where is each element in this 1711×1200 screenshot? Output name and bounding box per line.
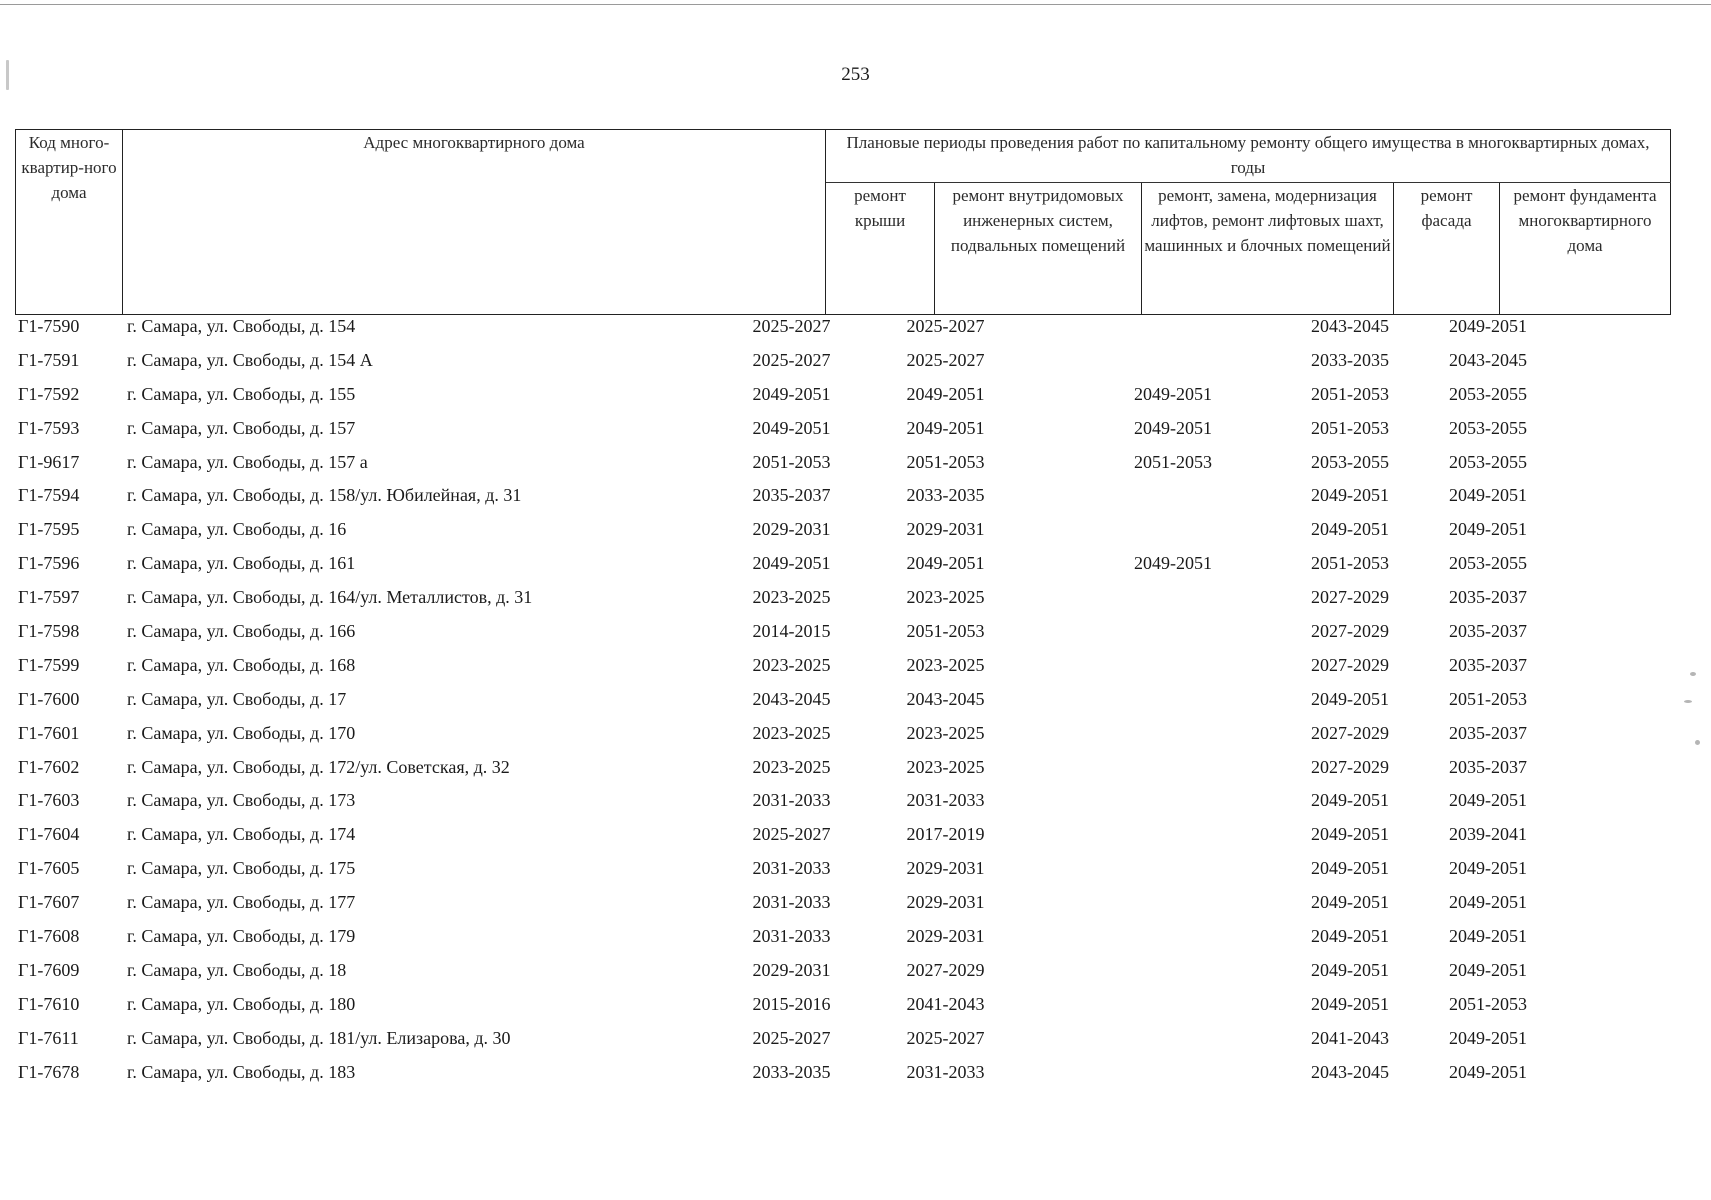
cell-engineering: 2051-2053 (906, 621, 985, 642)
table-row (15, 720, 1670, 754)
cell-code: Г1-7600 (18, 688, 80, 709)
table-row (15, 1025, 1670, 1059)
cell-engineering: 2025-2027 (906, 1027, 985, 1048)
scan-speck (1695, 740, 1700, 745)
cell-elevators: 2049-2051 (1134, 383, 1212, 404)
cell-roof: 2014-2015 (752, 621, 831, 642)
cell-roof: 2025-2027 (752, 316, 831, 336)
cell-roof: 2023-2025 (752, 587, 831, 608)
cell-facade: 2027-2029 (1311, 587, 1389, 608)
cell-address: г. Самара, ул. Свободы, д. 155 (127, 383, 356, 404)
cell-foundation: 2049-2051 (1449, 959, 1527, 980)
cell-code: Г1-7605 (18, 858, 80, 879)
cell-engineering: 2025-2027 (906, 316, 985, 336)
cell-code: Г1-7611 (18, 1027, 79, 1048)
cell-foundation: 2049-2051 (1449, 858, 1527, 879)
cell-foundation: 2051-2053 (1449, 993, 1527, 1014)
top-rule (0, 4, 1711, 5)
cell-address: г. Самара, ул. Свободы, д. 16 (127, 519, 347, 540)
cell-address: г. Самара, ул. Свободы, д. 166 (127, 621, 356, 642)
cell-roof: 2023-2025 (752, 722, 831, 743)
cell-roof: 2049-2051 (752, 417, 831, 438)
table-row (15, 991, 1670, 1025)
cell-facade: 2049-2051 (1311, 959, 1389, 980)
cell-facade: 2043-2045 (1311, 1061, 1389, 1082)
header-group-periods: Плановые периоды проведения работ по капитальному ремонту общего имущества в многоквартирных домах, годы (826, 130, 1671, 183)
cell-foundation: 2049-2051 (1449, 519, 1527, 540)
cell-roof: 2031-2033 (752, 790, 831, 811)
cell-address: г. Самара, ул. Свободы, д. 157 а (127, 451, 368, 472)
cell-foundation: 2049-2051 (1449, 790, 1527, 811)
cell-facade: 2049-2051 (1311, 993, 1389, 1014)
table-row (15, 821, 1670, 855)
cell-address: г. Самара, ул. Свободы, д. 157 (127, 417, 356, 438)
cell-address: г. Самара, ул. Свободы, д. 174 (127, 824, 356, 845)
cell-roof: 2025-2027 (752, 1027, 831, 1048)
cell-address: г. Самара, ул. Свободы, д. 18 (127, 959, 347, 980)
cell-code: Г1-7604 (18, 824, 80, 845)
cell-roof: 2031-2033 (752, 858, 831, 879)
cell-roof: 2023-2025 (752, 756, 831, 777)
cell-engineering: 2017-2019 (906, 824, 985, 845)
cell-facade: 2041-2043 (1311, 1027, 1389, 1048)
cell-foundation: 2049-2051 (1449, 316, 1527, 336)
cell-engineering: 2049-2051 (906, 383, 985, 404)
cell-roof: 2049-2051 (752, 383, 831, 404)
cell-address: г. Самара, ул. Свободы, д. 168 (127, 654, 356, 675)
table-row (15, 313, 1670, 347)
table-row (15, 381, 1670, 415)
cell-facade: 2027-2029 (1311, 654, 1389, 675)
cell-code: Г1-7598 (18, 621, 80, 642)
cell-facade: 2049-2051 (1311, 519, 1389, 540)
cell-address: г. Самара, ул. Свободы, д. 161 (127, 553, 356, 574)
cell-address: г. Самара, ул. Свободы, д. 17 (127, 688, 347, 709)
cell-roof: 2023-2025 (752, 654, 831, 675)
table-row (15, 618, 1670, 652)
table-row (15, 347, 1670, 381)
cell-code: Г1-9617 (18, 451, 80, 472)
cell-engineering: 2041-2043 (906, 993, 985, 1014)
cell-foundation: 2053-2055 (1449, 417, 1527, 438)
cell-foundation: 2053-2055 (1449, 383, 1527, 404)
table-row (15, 889, 1670, 923)
cell-address: г. Самара, ул. Свободы, д. 158/ул. Юбилейная, д. 31 (127, 485, 522, 506)
cell-engineering: 2049-2051 (906, 553, 985, 574)
table-row (15, 415, 1670, 449)
cell-address: г. Самара, ул. Свободы, д. 170 (127, 722, 356, 743)
cell-elevators: 2051-2053 (1134, 451, 1212, 472)
cell-facade: 2051-2053 (1311, 553, 1389, 574)
cell-roof: 2029-2031 (752, 959, 831, 980)
cell-foundation: 2053-2055 (1449, 451, 1527, 472)
table-header (15, 129, 1671, 315)
cell-address: г. Самара, ул. Свободы, д. 164/ул. Металлистов, д. 31 (127, 587, 533, 608)
scan-speck (1690, 672, 1696, 676)
cell-facade: 2049-2051 (1311, 892, 1389, 913)
cell-engineering: 2031-2033 (906, 1061, 985, 1082)
cell-foundation: 2039-2041 (1449, 824, 1527, 845)
cell-facade: 2053-2055 (1311, 451, 1389, 472)
cell-code: Г1-7597 (18, 587, 80, 608)
cell-address: г. Самара, ул. Свободы, д. 173 (127, 790, 356, 811)
cell-foundation: 2053-2055 (1449, 553, 1527, 574)
table-row (15, 957, 1670, 991)
cell-facade: 2049-2051 (1311, 824, 1389, 845)
cell-facade: 2049-2051 (1311, 688, 1389, 709)
cell-roof: 2025-2027 (752, 349, 831, 370)
cell-engineering: 2029-2031 (906, 892, 985, 913)
cell-facade: 2051-2053 (1311, 383, 1389, 404)
cell-foundation: 2049-2051 (1449, 892, 1527, 913)
cell-code: Г1-7595 (18, 519, 80, 540)
cell-code: Г1-7596 (18, 553, 80, 574)
cell-foundation: 2049-2051 (1449, 485, 1527, 506)
cell-engineering: 2023-2025 (906, 722, 985, 743)
cell-code: Г1-7610 (18, 993, 80, 1014)
cell-foundation: 2051-2053 (1449, 688, 1527, 709)
cell-code: Г1-7602 (18, 756, 80, 777)
header-roof: ремонт крыши (826, 183, 935, 315)
cell-engineering: 2051-2053 (906, 451, 985, 472)
cell-roof: 2025-2027 (752, 824, 831, 845)
header-address: Адрес многоквартирного дома (123, 130, 826, 315)
table-body (15, 313, 1670, 1092)
cell-roof: 2015-2016 (752, 993, 831, 1014)
cell-code: Г1-7609 (18, 959, 80, 980)
cell-roof: 2031-2033 (752, 926, 831, 947)
header-engineering: ремонт внутридомовых инженерных систем, подвальных помещений (935, 183, 1142, 315)
cell-roof: 2049-2051 (752, 553, 831, 574)
cell-address: г. Самара, ул. Свободы, д. 180 (127, 993, 356, 1014)
table-row (15, 923, 1670, 957)
table-row (15, 686, 1670, 720)
cell-code: Г1-7591 (18, 349, 80, 370)
cell-facade: 2049-2051 (1311, 790, 1389, 811)
cell-engineering: 2029-2031 (906, 858, 985, 879)
cell-foundation: 2049-2051 (1449, 1061, 1527, 1082)
table-row (15, 482, 1670, 516)
cell-engineering: 2023-2025 (906, 587, 985, 608)
cell-roof: 2035-2037 (752, 485, 831, 506)
cell-facade: 2049-2051 (1311, 926, 1389, 947)
cell-facade: 2027-2029 (1311, 621, 1389, 642)
cell-code: Г1-7678 (18, 1061, 80, 1082)
cell-facade: 2027-2029 (1311, 756, 1389, 777)
cell-roof: 2043-2045 (752, 688, 831, 709)
cell-code: Г1-7590 (18, 316, 80, 336)
cell-roof: 2051-2053 (752, 451, 831, 472)
table-row (15, 787, 1670, 821)
cell-engineering: 2029-2031 (906, 926, 985, 947)
cell-address: г. Самара, ул. Свободы, д. 181/ул. Елизарова, д. 30 (127, 1027, 511, 1048)
cell-address: г. Самара, ул. Свободы, д. 183 (127, 1061, 356, 1082)
table-row (15, 449, 1670, 483)
cell-code: Г1-7592 (18, 383, 80, 404)
cell-address: г. Самара, ул. Свободы, д. 179 (127, 926, 356, 947)
cell-code: Г1-7603 (18, 790, 80, 811)
cell-engineering: 2023-2025 (906, 654, 985, 675)
cell-address: г. Самара, ул. Свободы, д. 172/ул. Советская, д. 32 (127, 756, 510, 777)
cell-foundation: 2035-2037 (1449, 756, 1527, 777)
cell-foundation: 2049-2051 (1449, 1027, 1527, 1048)
cell-engineering: 2031-2033 (906, 790, 985, 811)
cell-code: Г1-7593 (18, 417, 80, 438)
cell-engineering: 2025-2027 (906, 349, 985, 370)
table-row (15, 855, 1670, 889)
cell-address: г. Самара, ул. Свободы, д. 175 (127, 858, 356, 879)
table-row (15, 652, 1670, 686)
cell-roof: 2031-2033 (752, 892, 831, 913)
cell-engineering: 2023-2025 (906, 756, 985, 777)
cell-code: Г1-7599 (18, 654, 80, 675)
cell-elevators: 2049-2051 (1134, 553, 1212, 574)
cell-roof: 2033-2035 (752, 1061, 831, 1082)
cell-code: Г1-7601 (18, 722, 80, 743)
scan-speck (6, 60, 9, 90)
header-elevators: ремонт, замена, модернизация лифтов, ремонт лифтовых шахт, машинных и блочных помещений (1142, 183, 1394, 315)
table-row (15, 584, 1670, 618)
table-row (15, 516, 1670, 550)
cell-code: Г1-7607 (18, 892, 80, 913)
cell-facade: 2033-2035 (1311, 349, 1389, 370)
cell-code: Г1-7594 (18, 485, 80, 506)
cell-elevators: 2049-2051 (1134, 417, 1212, 438)
cell-foundation: 2035-2037 (1449, 587, 1527, 608)
cell-foundation: 2049-2051 (1449, 926, 1527, 947)
cell-foundation: 2035-2037 (1449, 621, 1527, 642)
cell-engineering: 2029-2031 (906, 519, 985, 540)
cell-engineering: 2043-2045 (906, 688, 985, 709)
table-row (15, 550, 1670, 584)
cell-code: Г1-7608 (18, 926, 80, 947)
cell-roof: 2029-2031 (752, 519, 831, 540)
cell-foundation: 2043-2045 (1449, 349, 1527, 370)
table-row (15, 1059, 1670, 1093)
cell-engineering: 2049-2051 (906, 417, 985, 438)
cell-facade: 2051-2053 (1311, 417, 1389, 438)
cell-facade: 2049-2051 (1311, 485, 1389, 506)
cell-address: г. Самара, ул. Свободы, д. 177 (127, 892, 356, 913)
cell-foundation: 2035-2037 (1449, 654, 1527, 675)
header-code: Код много-квартир-ного дома (16, 130, 123, 315)
page-number: 253 (841, 64, 870, 85)
cell-engineering: 2033-2035 (906, 485, 985, 506)
cell-facade: 2027-2029 (1311, 722, 1389, 743)
header-foundation: ремонт фундамента многоквартирного дома (1500, 183, 1671, 315)
cell-foundation: 2035-2037 (1449, 722, 1527, 743)
cell-address: г. Самара, ул. Свободы, д. 154 (127, 316, 356, 336)
scan-speck (1684, 700, 1692, 703)
cell-engineering: 2027-2029 (906, 959, 985, 980)
cell-address: г. Самара, ул. Свободы, д. 154 А (127, 349, 373, 370)
table-row (15, 754, 1670, 788)
header-facade: ремонт фасада (1394, 183, 1500, 315)
cell-facade: 2043-2045 (1311, 316, 1389, 336)
cell-facade: 2049-2051 (1311, 858, 1389, 879)
